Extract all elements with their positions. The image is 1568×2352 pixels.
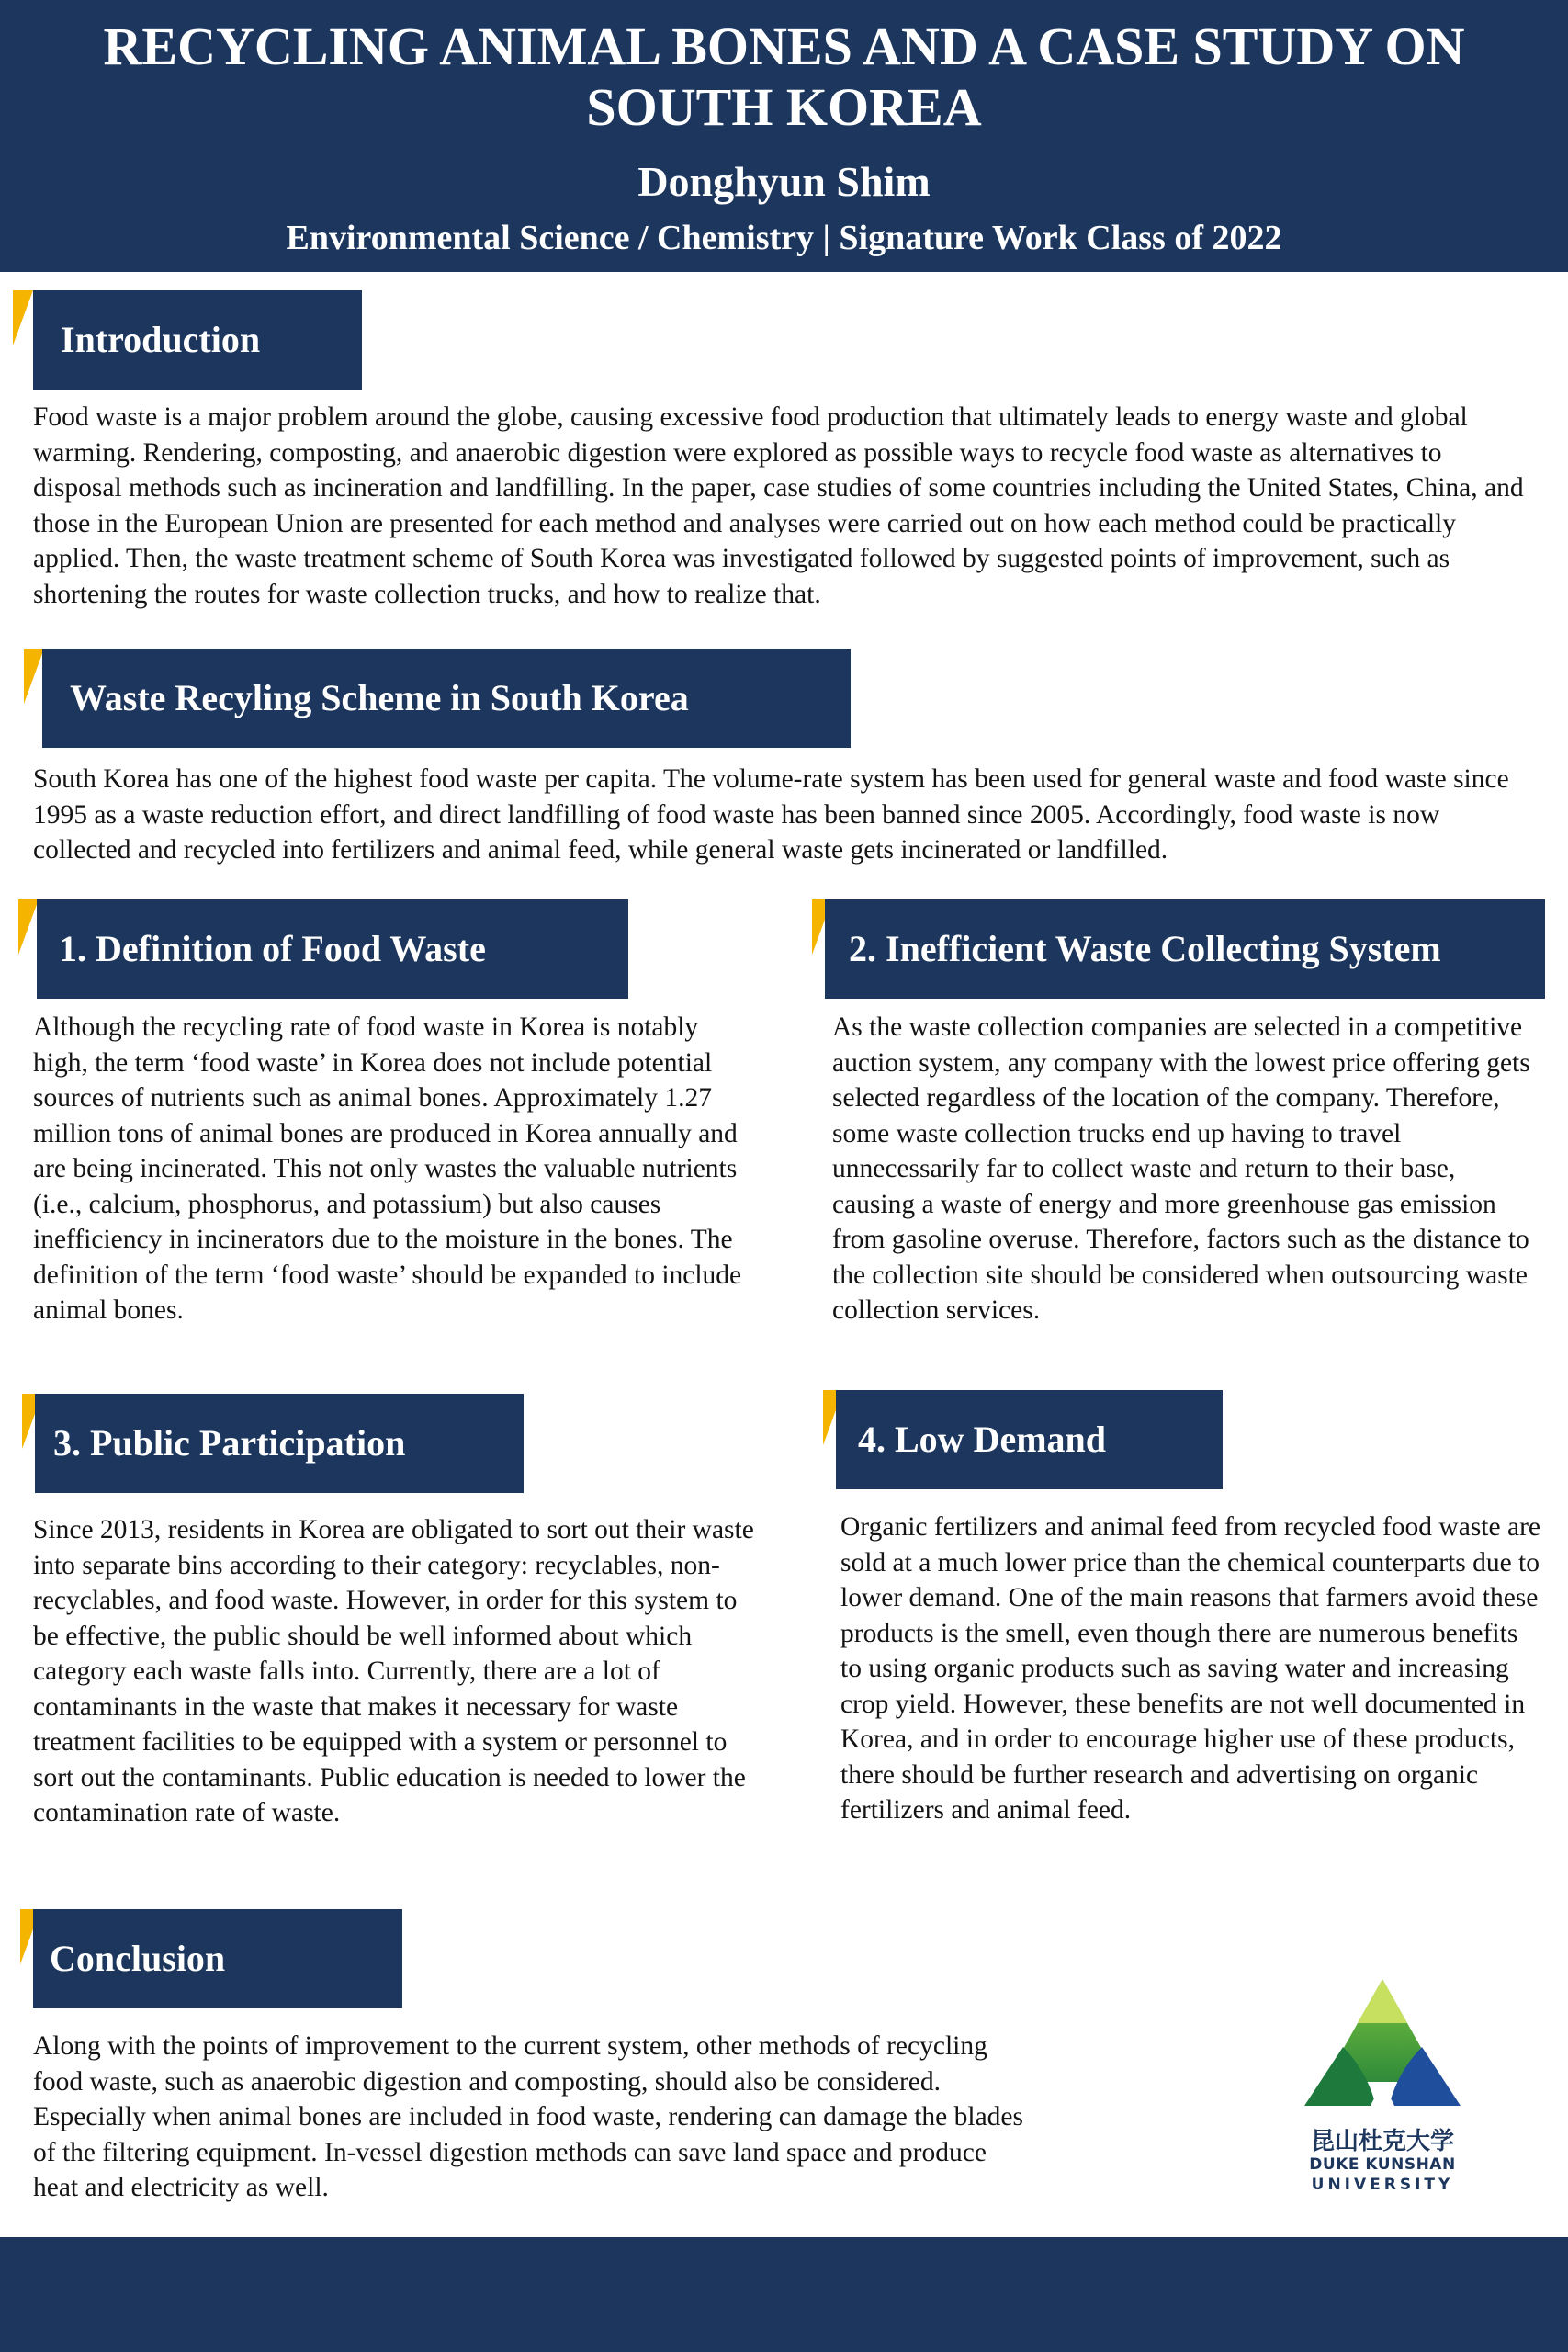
participation-text: Since 2013, residents in Korea are obligated to sort out their waste into separate bins according to their category: recyclables, non-recyclables, and food waste. However, in order for this system to be effective, the public should be well informed about which category each waste falls into. Currently, there are a lot of contaminants in the waste that makes it necessary for waste treatment facilities to be equipped with a system or personnel to sort out the contaminants. Public education is needed to lower the contamination rate of waste. xyxy=(33,1515,754,1827)
intro-accent-icon xyxy=(13,290,33,345)
demand-heading: 4. Low Demand xyxy=(836,1390,1223,1489)
logo-english-university: UNIVERSITY xyxy=(1311,2176,1454,2194)
collecting-heading: 2. Inefficient Waste Collecting System xyxy=(825,899,1545,999)
participation-heading: 3. Public Participation xyxy=(35,1394,524,1493)
definition-heading: 1. Definition of Food Waste xyxy=(37,899,628,999)
introduction-text: Food waste is a major problem around the globe, causing excessive food production that ultimately leads to energy waste and global warming. Rendering, composting, and anaerobic digestion were explored as possible ways to recycle food waste as alternatives to disposal methods such as incineration and landfilling. In the paper, case studies of some countries including the United States, China, and those in the European Union are presented for each method and analyses were carried out on how each method could be practically applied. Then, the waste treatment scheme of South Korea was investigated followed by suggested points of improvement, such as shortening the routes for waste collection trucks, and how to realize that. xyxy=(33,402,1524,609)
duke-kunshan-logo xyxy=(1295,1975,1470,2196)
affiliation: Environmental Science / Chemistry | Signature Work Class of 2022 xyxy=(286,219,1282,257)
definition-text: Although the recycling rate of food waste in Korea is notably high, the term ‘food waste’ in Korea does not include potential sources of nutrients such as animal bones. Approximately 1.27 million tons of animal bones are produced in Korea annually and are being incinerated. This not only wastes the valuable nutrients (i.e., calcium, phosphorus, and potassium) but also causes inefficiency in incinerators due to the moisture in the bones. The definition of the term ‘food waste’ should be expanded to include animal bones. xyxy=(33,1012,742,1325)
logo-chinese-name: 昆山杜克大学 xyxy=(1310,2128,1454,2155)
poster-footer xyxy=(0,2237,1568,2352)
poster-header xyxy=(0,0,1568,272)
author-name: Donghyun Shim xyxy=(637,158,931,205)
introduction-heading: Introduction xyxy=(33,290,362,390)
scheme-heading: Waste Recyling Scheme in South Korea xyxy=(42,649,851,748)
logo-english-name: DUKE KUNSHAN xyxy=(1309,2155,1456,2174)
conclusion-text: Along with the points of improvement to the current system, other methods of recycling food waste, such as anaerobic digestion and composting, should also be considered. Especially when animal bones are included in food waste, rendering can damage the blades of the filtering equipment. In-vessel digestion methods can save land space and produce heat and electricity as well. xyxy=(33,2031,1023,2202)
scheme-accent-icon xyxy=(24,649,44,704)
definition-accent-icon xyxy=(18,899,39,955)
collecting-text: As the waste collection companies are selected in a competitive auction system, any company with the lowest price offering gets selected regardless of the location of the company. Therefore, some waste collection trucks end up having to travel unnecessarily far to collect waste and return to their base, causing a waste of energy and more greenhouse gas emission from gasoline overuse. Therefore, factors such as the distance to the collection site should be considered when outsourcing waste collection services. xyxy=(832,1012,1530,1325)
poster-title: RECYCLING ANIMAL BONES AND A CASE STUDY ON SOUTH KOREA xyxy=(103,17,1465,137)
demand-text: Organic fertilizers and animal feed from recycled food waste are sold at a much lower price than the chemical counterparts due to lower demand. One of the main reasons that farmers avoid these products is the smell, even though there are numerous benefits to using organic products such as saving water and increasing crop yield. However, these benefits are not well documented in Korea, and in order to encourage higher use of these products, there should be further research and advertising on organic fertilizers and animal feed. xyxy=(840,1512,1540,1825)
scheme-text: South Korea has one of the highest food waste per capita. The volume-rate system has been used for general waste and food waste since 1995 as a waste reduction effort, and direct landfilling of food waste has been banned since 2005. Accordingly, food waste is now collected and recycled into fertilizers and animal feed, while general waste gets incinerated or landfilled. xyxy=(33,764,1509,865)
mountain-logo-icon xyxy=(1295,1975,1470,2113)
conclusion-heading: Conclusion xyxy=(33,1909,402,2008)
